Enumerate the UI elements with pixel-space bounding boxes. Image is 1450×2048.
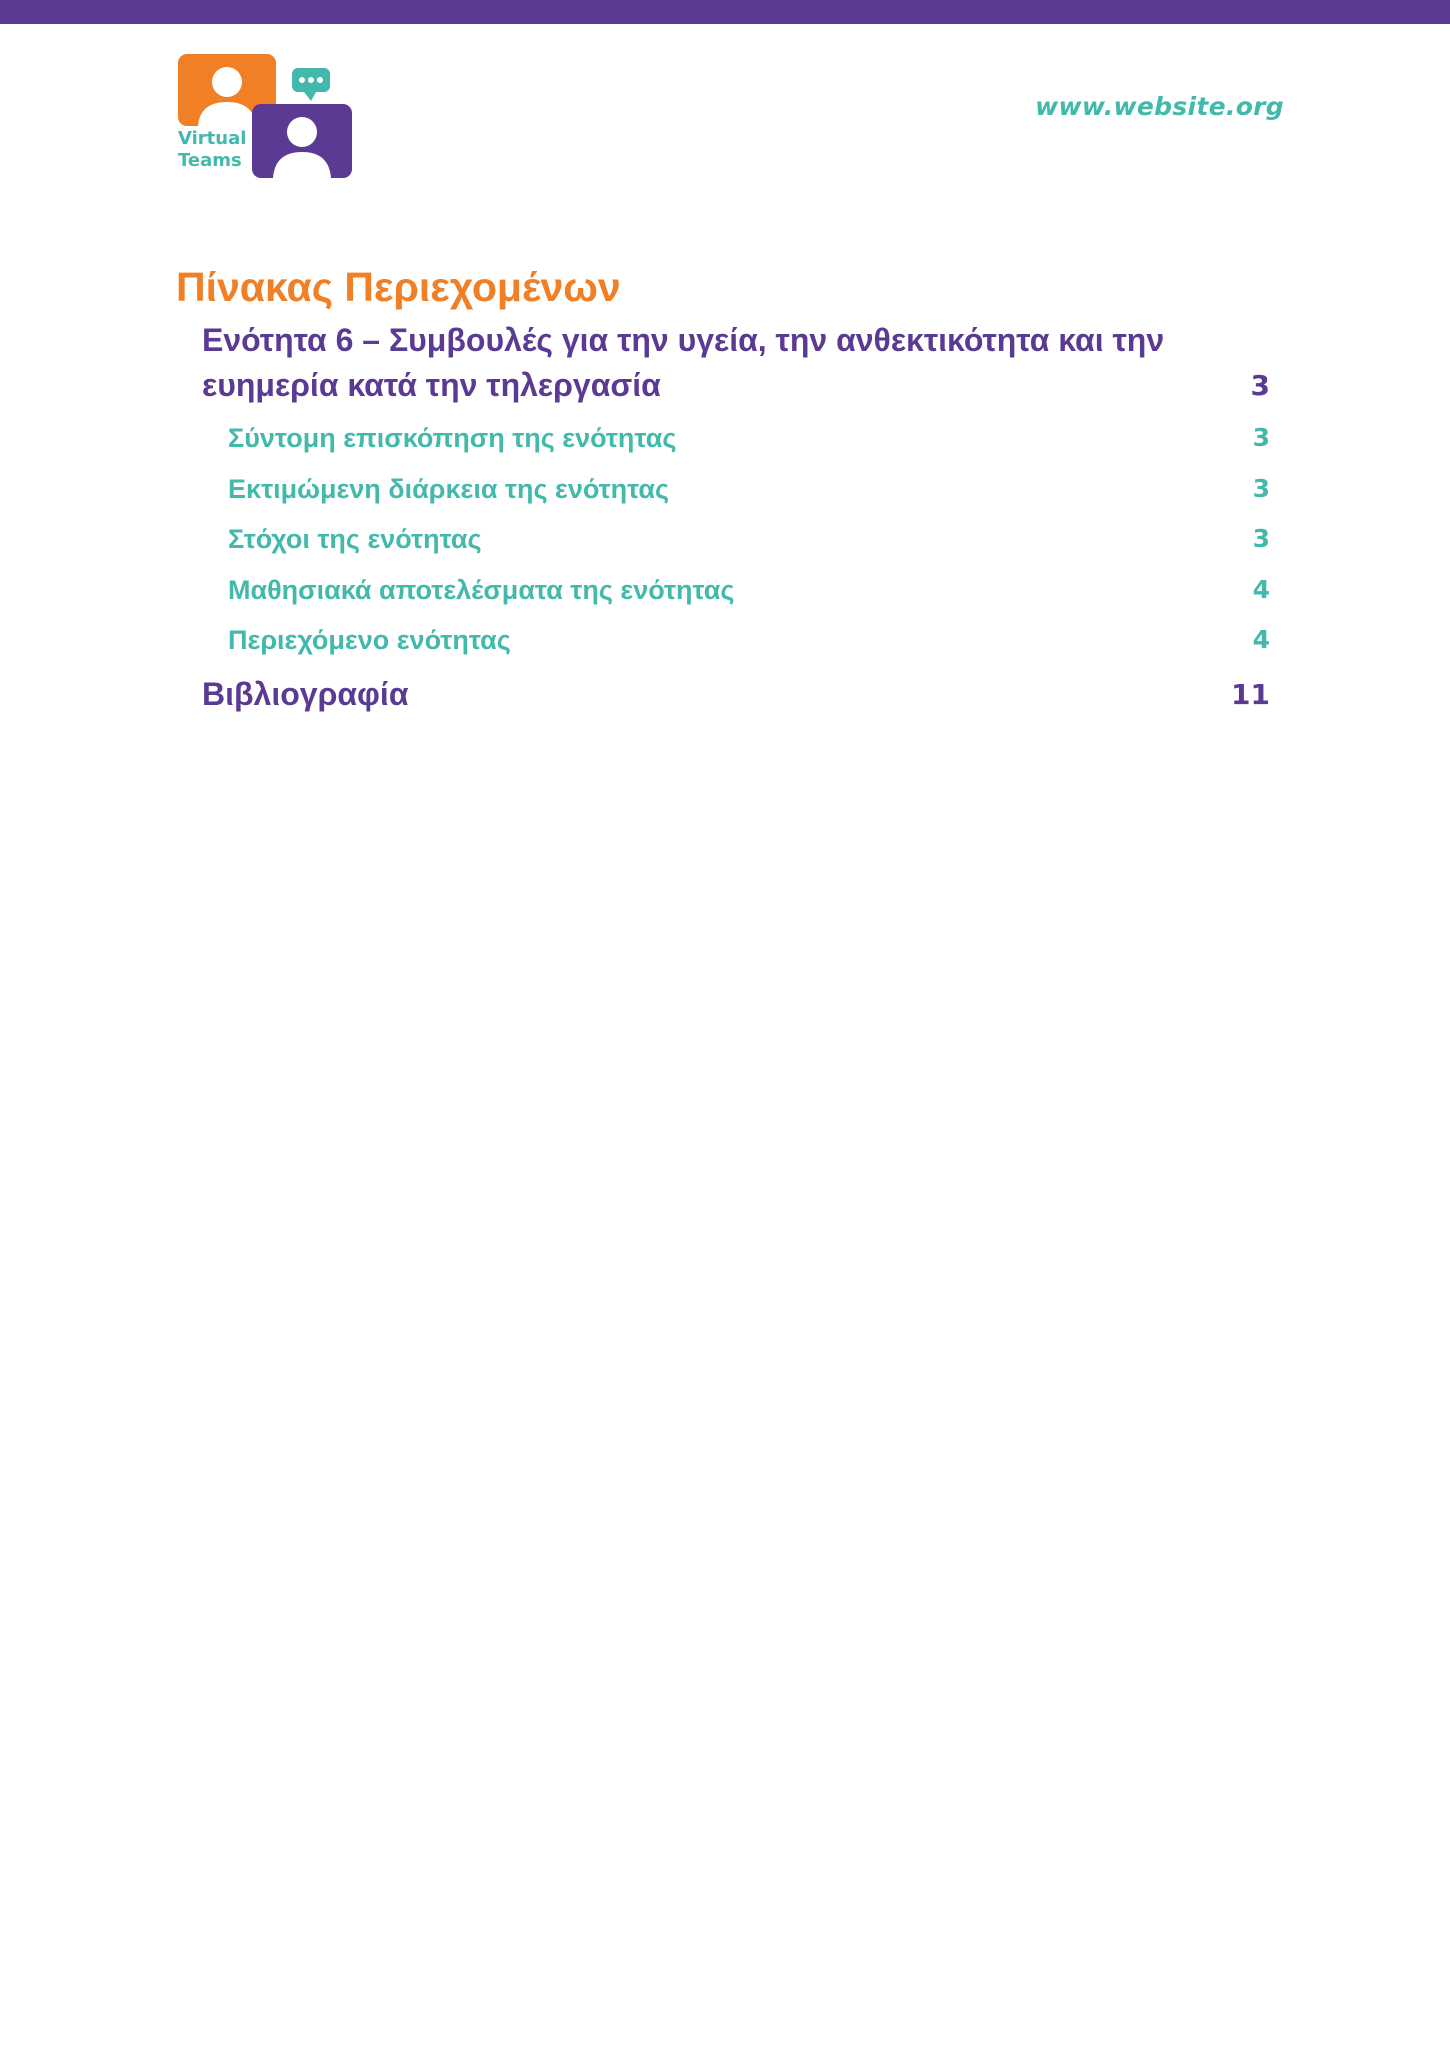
toc-entry-bibliography[interactable] <box>0 672 1270 717</box>
user-icon <box>252 104 352 178</box>
logo-text-teams: Teams <box>178 150 242 171</box>
logo-text-virtual: Virtual <box>178 128 247 149</box>
website-url: www.website.org <box>1035 92 1284 121</box>
toc-page-number: 3 <box>1250 369 1270 402</box>
toc-entry-objectives[interactable] <box>0 521 1270 557</box>
toc-entry-text: Μαθησιακά αποτελέσματα της ενότητας <box>228 575 735 605</box>
toc-page-number: 4 <box>1252 625 1270 654</box>
toc-entry-content[interactable] <box>0 622 1270 658</box>
toc-entry-text: Στόχοι της ενότητας <box>228 524 482 554</box>
toc-page-number: 3 <box>1252 423 1270 452</box>
toc-entry-learning-outcomes[interactable] <box>0 572 1270 608</box>
toc-entry-text-line1: Ενότητα 6 – Συμβουλές για την υγεία, την ανθεκτικότητα και την <box>202 322 1165 358</box>
toc-entry-text: Σύντομη επισκόπηση της ενότητας <box>228 423 677 453</box>
virtual-teams-logo <box>176 52 356 182</box>
toc-title: Πίνακας Περιεχομένων <box>176 264 621 310</box>
toc-entry-text: Εκτιμώμενη διάρκεια της ενότητας <box>228 474 670 504</box>
toc-page-number: 4 <box>1252 575 1270 604</box>
toc-page-number: 3 <box>1252 524 1270 553</box>
top-color-bar <box>0 0 1450 24</box>
toc-entry-duration[interactable] <box>0 471 1270 507</box>
toc-entry-module-6[interactable] <box>0 318 1270 408</box>
toc-entry-overview[interactable] <box>0 420 1270 456</box>
toc-entry-text: Περιεχόμενο ενότητας <box>228 625 511 655</box>
toc-entry-text: Βιβλιογραφία <box>202 676 409 712</box>
chat-bubble-icon <box>292 68 330 101</box>
toc-page-number: 11 <box>1231 678 1270 711</box>
toc-entry-text-line2: ευημερία κατά την τηλεργασία <box>202 367 661 403</box>
toc-page-number: 3 <box>1252 474 1270 503</box>
